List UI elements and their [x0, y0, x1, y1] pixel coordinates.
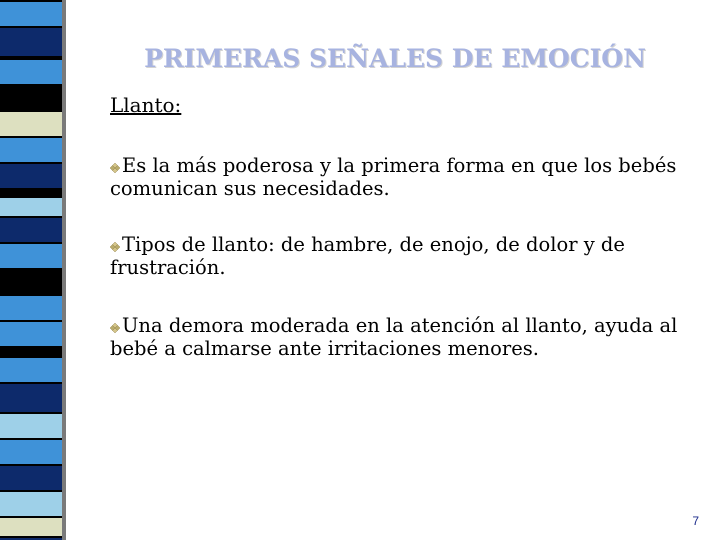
stripe: [0, 296, 62, 320]
stripe: [0, 112, 62, 136]
slide-title: PRIMERAS SEÑALES DE EMOCIÓN: [144, 44, 646, 73]
bullet-text: Una demora moderada en la atención al llanto, ayuda al bebé a calmarse ante irritaciones menores.: [110, 314, 678, 360]
stripe: [0, 440, 62, 464]
bullet-text: Tipos de llanto: de hambre, de enojo, de dolor y de frustración.: [110, 233, 625, 279]
stripe: [0, 218, 62, 242]
four-diamond-icon: [110, 323, 120, 333]
decorative-stripe-bar: [0, 0, 66, 540]
stripe: [0, 270, 62, 294]
stripe: [0, 164, 62, 188]
bullet-item: [110, 314, 700, 360]
bullet-item: [110, 154, 700, 200]
bullet-item: [110, 233, 700, 279]
stripe: [0, 60, 62, 84]
stripe: [0, 322, 62, 346]
four-diamond-icon: [110, 163, 120, 173]
stripe: [0, 466, 62, 490]
stripe: [0, 190, 62, 196]
stripe: [0, 518, 62, 536]
stripe: [0, 86, 62, 110]
stripe: [0, 348, 62, 354]
stripe: [0, 492, 62, 516]
stripe: [0, 2, 62, 26]
stripe: [0, 28, 62, 56]
stripe: [0, 198, 62, 216]
slide-subtitle: Llanto:: [110, 93, 182, 117]
stripe-column: [0, 0, 62, 540]
stripe: [0, 384, 62, 412]
stripe: [0, 358, 62, 382]
stripe: [0, 138, 62, 162]
stripe: [0, 414, 62, 438]
stripe: [0, 244, 62, 268]
four-diamond-icon: [110, 242, 120, 252]
stripe-shadow: [62, 0, 66, 540]
bullet-text: Es la más poderosa y la primera forma en que los bebés comunican sus necesidades.: [110, 154, 677, 200]
page-number: 7: [692, 514, 699, 528]
